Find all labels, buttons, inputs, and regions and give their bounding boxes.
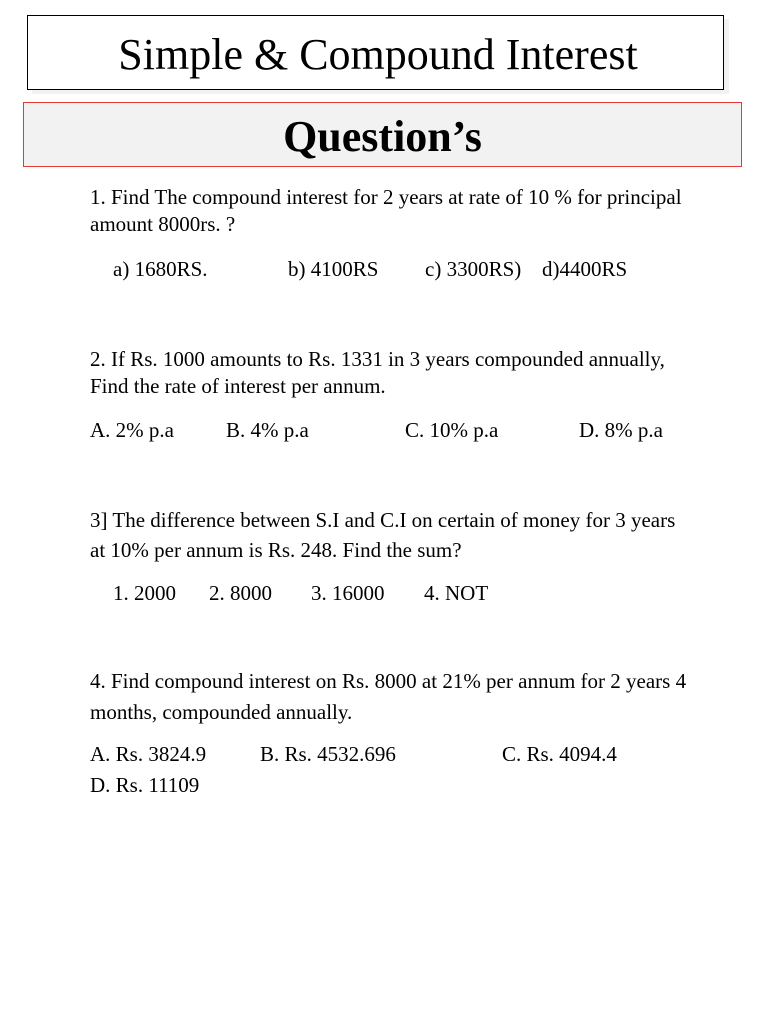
question-1-text: 1. Find The compound interest for 2 years at rate of 10 % for principal amount 8000rs. ?	[90, 185, 682, 236]
question-3-option-1: 1. 2000	[113, 581, 176, 605]
question-4-option-d: D. Rs. 11109	[90, 773, 200, 797]
question-4-text: 4. Find compound interest on Rs. 8000 at 21% per annum for 2 years 4 months, compounded annually.	[90, 669, 687, 724]
question-1-option-d: d)4400RS	[542, 257, 628, 281]
question-3-option-2: 2. 8000	[209, 581, 272, 605]
question-2-option-d: D. 8% p.a	[579, 418, 663, 442]
question-1-option-a: a) 1680RS.	[113, 257, 208, 281]
subtitle-banner	[23, 102, 742, 167]
question-3-option-3: 3. 16000	[311, 581, 385, 605]
question-4-option-b: B. Rs. 4532.696	[260, 742, 396, 766]
question-2-option-b: B. 4% p.a	[226, 418, 309, 442]
section-heading: Question’s	[283, 112, 482, 161]
question-2-option-a: A. 2% p.a	[90, 418, 174, 442]
question-1-option-c: c) 3300RS)	[425, 257, 522, 281]
question-1-option-b: b) 4100RS	[288, 257, 379, 281]
question-3-option-4: 4. NOT	[424, 581, 489, 605]
question-2-text: 2. If Rs. 1000 amounts to Rs. 1331 in 3 years compounded annually, Find the rate of interest per annum.	[90, 347, 665, 398]
question-2-option-c: C. 10% p.a	[405, 418, 499, 442]
question-3-text: 3] The difference between S.I and C.I on certain of money for 3 years at 10% per annum is Rs. 248. Find the sum?	[90, 508, 676, 562]
page-title: Simple & Compound Interest	[118, 30, 638, 79]
question-4-option-a: A. Rs. 3824.9	[90, 742, 207, 766]
question-4-option-c: C. Rs. 4094.4	[502, 742, 617, 766]
title-banner	[27, 15, 724, 90]
